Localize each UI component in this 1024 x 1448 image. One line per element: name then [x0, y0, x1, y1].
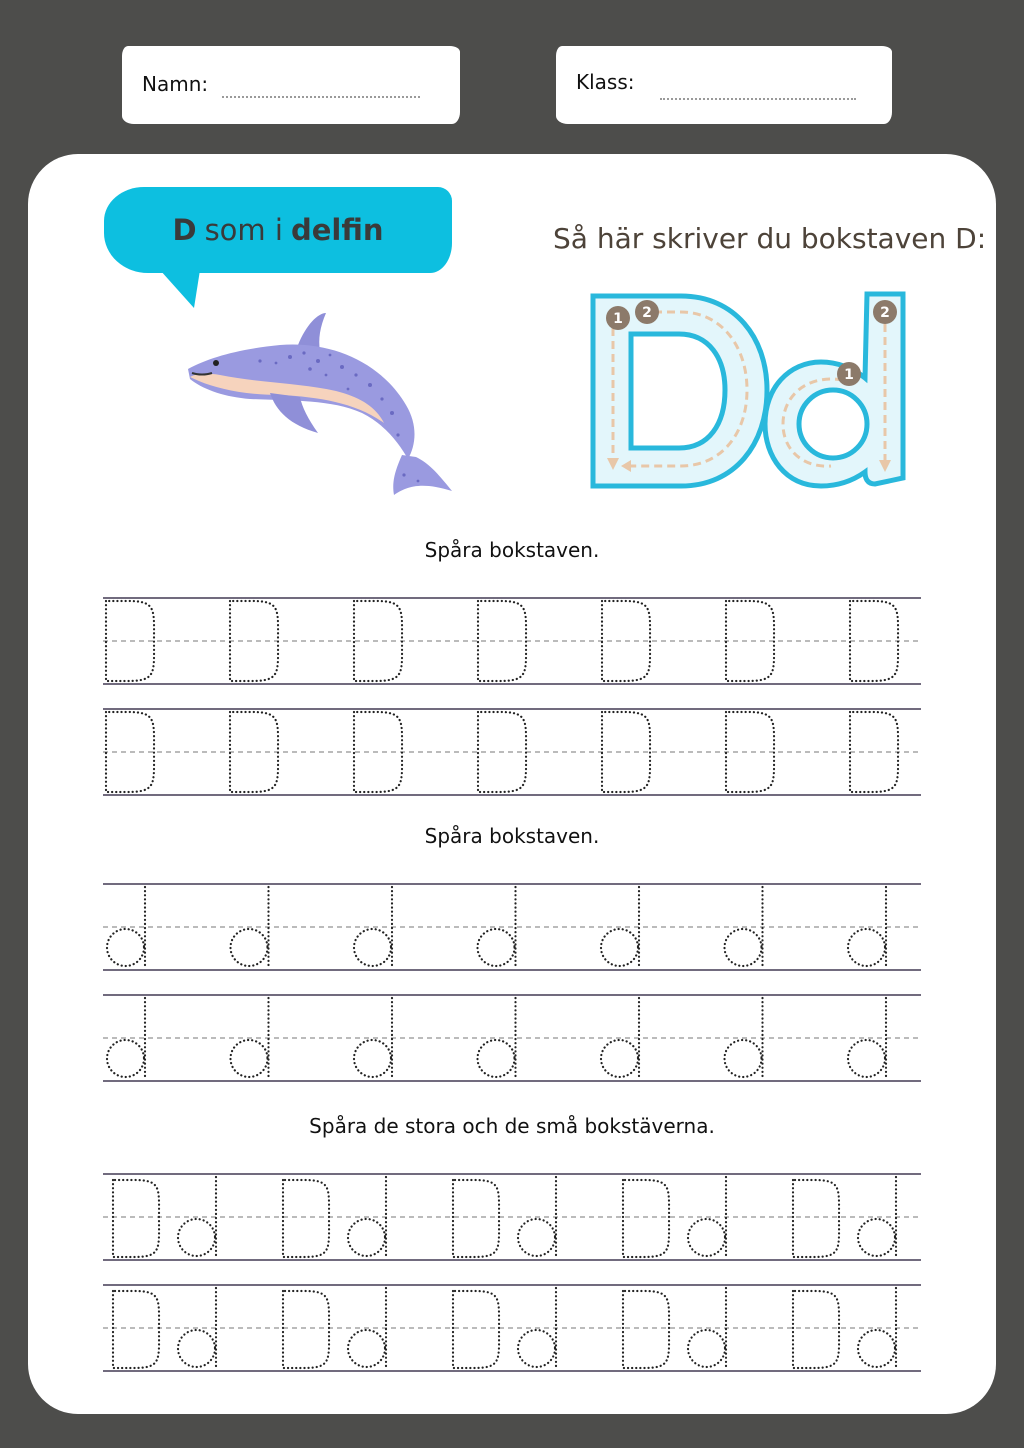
instruction-2: Spåra bokstaven.: [424, 824, 600, 848]
traced-lower-d-bowl: [725, 1040, 762, 1077]
howto-text: Så här skriver du bokstaven D:: [553, 222, 987, 255]
traced-upper-d: [623, 1180, 669, 1257]
traced-lower-d-bowl: [858, 1330, 895, 1367]
traced-lower-d-bowl: [231, 929, 268, 966]
lower-step-2: 2: [880, 305, 890, 321]
upper-step-1: 1: [613, 311, 623, 327]
traced-upper-d: [793, 1291, 839, 1368]
traced-lower-d-bowl: [518, 1330, 555, 1367]
traced-lower-d-bowl: [601, 1040, 638, 1077]
traced-lower-d-bowl: [688, 1219, 725, 1256]
traced-lower-d-bowl: [178, 1219, 215, 1256]
traced-upper-d: [623, 1291, 669, 1368]
traced-upper-d: [453, 1180, 499, 1257]
traced-upper-d: [230, 712, 278, 792]
instruction-3: Spåra de stora och de små bokstäverna.: [309, 1114, 715, 1138]
traced-upper-d: [453, 1291, 499, 1368]
traced-lower-d-bowl: [107, 929, 144, 966]
name-label: Namn:: [142, 72, 209, 96]
traced-upper-d: [793, 1180, 839, 1257]
title-word: delfin: [290, 213, 384, 247]
traced-upper-d: [230, 601, 278, 681]
upper-step-2: 2: [642, 305, 652, 321]
traced-lower-d-bowl: [848, 1040, 885, 1077]
instruction-1: Spåra bokstaven.: [424, 538, 600, 562]
traced-lower-d-bowl: [107, 1040, 144, 1077]
traced-lower-d-bowl: [601, 929, 638, 966]
title-letter: D: [172, 213, 197, 247]
traced-lower-d-bowl: [178, 1330, 215, 1367]
traced-lower-d-bowl: [354, 929, 391, 966]
traced-lower-d-bowl: [354, 1040, 391, 1077]
traced-lower-d-bowl: [478, 1040, 515, 1077]
traced-upper-d: [283, 1291, 329, 1368]
lower-step-1: 1: [844, 367, 854, 383]
title-connector: som i: [204, 213, 283, 247]
traced-upper-d: [283, 1180, 329, 1257]
traced-lower-d-bowl: [348, 1330, 385, 1367]
traced-lower-d-bowl: [725, 929, 762, 966]
traced-upper-d: [113, 1180, 159, 1257]
traced-lower-d-bowl: [848, 929, 885, 966]
traced-lower-d-bowl: [348, 1219, 385, 1256]
traced-upper-d: [113, 1291, 159, 1368]
traced-lower-d-bowl: [858, 1219, 895, 1256]
traced-lower-d-bowl: [518, 1219, 555, 1256]
traced-lower-d-bowl: [688, 1330, 725, 1367]
traced-lower-d-bowl: [478, 929, 515, 966]
class-label: Klass:: [576, 70, 635, 94]
traced-lower-d-bowl: [231, 1040, 268, 1077]
